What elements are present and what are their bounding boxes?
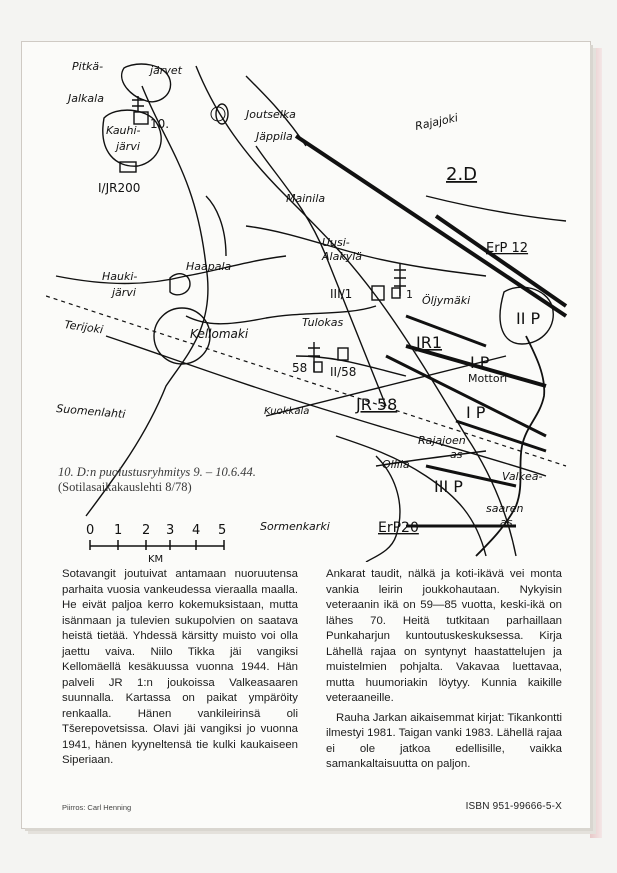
scale-tick-5: 5 bbox=[218, 523, 227, 538]
map-label-kauhijarvi: järvi bbox=[116, 140, 140, 153]
map-label-uusi: Uusi- bbox=[322, 236, 350, 249]
map-label-erp20: ErP20 bbox=[378, 520, 419, 536]
scale-tick-4: 4 bbox=[192, 523, 201, 538]
map-label-joppila: Jäppila bbox=[256, 130, 293, 143]
map-label-alakyla: Alakylä bbox=[322, 250, 362, 263]
map-label-tulokas: Tulokas bbox=[302, 316, 344, 329]
map-label-sormenkarki: Sormenkarki bbox=[260, 520, 330, 533]
map-caption bbox=[58, 465, 256, 495]
map-caption-source: (Sotilasaikakauslehti 8/78) bbox=[58, 480, 192, 494]
map-label-erp12: ErP 12 bbox=[486, 241, 529, 256]
map-label-jr58: JR 58 bbox=[356, 395, 398, 414]
map-label-valkea: Valkea- bbox=[502, 470, 543, 483]
map-label-jr1: JR1 bbox=[416, 333, 443, 352]
map-label-rajajoki: Rajajoki bbox=[413, 111, 460, 133]
left-paragraph: Sotavangit joutuivat antamaan nuoruutensa parhaita vuosia vankeudessa vieraalla maalla. He eivät paljoa kerro kokemuksistaan, mutta isänmaan ja tulevien sukupolvien on saatava heistä tietää. Yhdessä kärsitty muisto voi olla jaettu vaiva. Niilo Tikka jäi vangiksi Kellomäellä kesäkuussa vuonna 1944. Hän palveli JR 1:n joukoissa Valkeasaaren suunnalla. Kartassa on paikat ympäröity renkaalla. Hänen vankileirinsä oli Tšerepovetsissa. Olavi jäi vangiksi jo vuonna 1941, hänen kyyneltensä tie kulki kaukaiseen Siperiaan. bbox=[62, 568, 298, 766]
map-label-i-p-2: I P bbox=[466, 403, 486, 422]
right-paragraph-1: Ankarat taudit, nälkä ja koti-ikävä vei monta vankia leirin joukkohautaan. Nykyisin veteraanin ikä on 59—85 vuotta, keski-ikä on lähes 70. Heitä tutkitaan parhaillaan Punkaharjun kuntoutuskeskuksessa. Kirja Lähellä rajaa on syntynyt haastattelujen ja muistelmien pohjalta. Vakavaa luettavaa, mutta huumoriakin löytyy. Kunnia kaikille veteraaneille. bbox=[326, 568, 562, 704]
map-label-hauki: Hauki- bbox=[102, 270, 138, 283]
map-label-valkea-as: as bbox=[500, 516, 513, 529]
map-label-haukijarvi: järvi bbox=[112, 286, 136, 299]
map-label-oljymaki: Öljymäki bbox=[422, 294, 471, 307]
text-column-right bbox=[326, 567, 562, 807]
right-paragraph-2: Rauha Jarkan aikaisemmat kirjat: Tikankontti ilmestyi 1981. Taigan vanki 1983. Lähellä rajaa ei ole jatkoa edellisille, vaikka samankaltaisuutta on paljon. bbox=[326, 711, 563, 770]
scale-tick-1: 1 bbox=[114, 523, 123, 538]
map-caption-title: 10. D:n puolustusryhmitys 9. – 10.6.44. bbox=[58, 465, 256, 479]
map-label-kuokkala: Kuokkala bbox=[264, 406, 310, 417]
map-scale-bar bbox=[86, 520, 236, 566]
book-edge-shadow bbox=[590, 48, 602, 838]
map-label-mainila: Mainila bbox=[286, 192, 326, 205]
scale-tick-3: 3 bbox=[166, 523, 175, 538]
map-label-saaren: saaren bbox=[486, 502, 524, 515]
map-label-jalkala: Jalkala bbox=[68, 92, 104, 105]
scale-tick-0: 0 bbox=[86, 523, 95, 538]
map-label-pitka: Pitkä- bbox=[72, 60, 104, 73]
map-label-rajajoen-as: as bbox=[450, 448, 463, 461]
map-label-ii-58: II/58 bbox=[330, 365, 357, 379]
map-label-one: 1 bbox=[406, 288, 413, 301]
map-label-iii-1: III/1 bbox=[330, 287, 353, 301]
map-label-kellomaki: Kellomaki bbox=[190, 327, 249, 341]
map-label-haapala: Haapala bbox=[186, 260, 232, 273]
map-label-i-jr200: I/JR200 bbox=[98, 181, 141, 195]
illustration-credit: Piirros: Carl Henning bbox=[62, 803, 132, 812]
map-label-iii-p: III P bbox=[434, 477, 463, 496]
isbn: ISBN 951-99666-5-X bbox=[465, 801, 562, 812]
map-label-jarvet: järvet bbox=[150, 64, 182, 77]
map-label-terijoki: Terijoki bbox=[63, 318, 104, 337]
map-label-kauhi: Kauhi- bbox=[106, 124, 141, 137]
map-label-joutselka: Joutselka bbox=[246, 108, 296, 121]
scale-tick-2: 2 bbox=[142, 523, 151, 538]
map-label-ii-p: II P bbox=[516, 309, 541, 328]
back-cover-text bbox=[62, 567, 562, 807]
map-label-ollila: Ollila bbox=[382, 458, 410, 471]
footer bbox=[62, 798, 562, 812]
map-label-suomenlahti: Suomenlahti bbox=[55, 402, 126, 422]
map-label-i-p-1: I P bbox=[470, 353, 490, 372]
map-label-mottori: Mottori bbox=[468, 372, 508, 385]
map-label-2d: 2.D bbox=[446, 164, 478, 185]
map-label-rajajoen: Rajajoen bbox=[418, 434, 466, 447]
text-column-left bbox=[62, 567, 298, 807]
map-label-ten: 10. bbox=[150, 117, 170, 131]
map-label-58: 58 bbox=[292, 361, 308, 375]
scale-unit: KM bbox=[148, 554, 164, 565]
